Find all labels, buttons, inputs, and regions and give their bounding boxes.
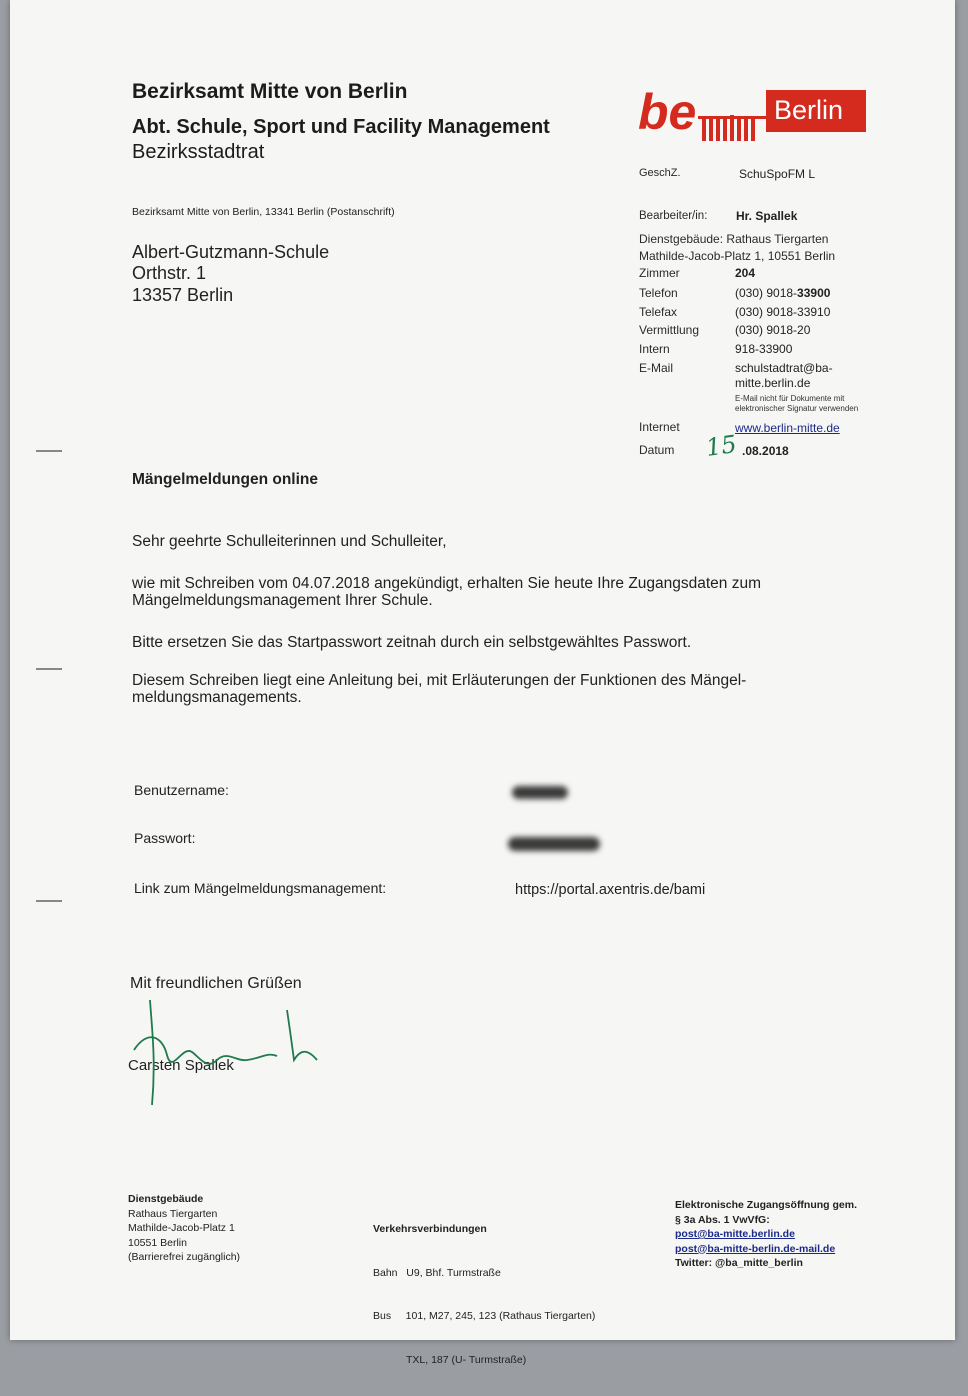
date-label: Datum (639, 443, 675, 457)
postal-address-line: Bezirksamt Mitte von Berlin, 13341 Berlin (Postanschrift) (132, 206, 395, 218)
paragraph-2: Bitte ersetzen Sie das Startpasswort zeitnah durch ein selbstgewähltes Passwort. (132, 634, 692, 651)
phone-prefix: (030) 9018- (735, 286, 798, 300)
email-note-2: elektronischer Signatur verwenden (735, 404, 859, 413)
address-line: Mathilde-Jacob-Platz 1, 10551 Berlin (639, 249, 836, 263)
org-department: Abt. Schule, Sport und Facility Management (132, 116, 550, 138)
date-value: .08.2018 (742, 444, 789, 458)
fold-mark (36, 668, 62, 670)
footer-transport (373, 1193, 595, 1396)
footer-transport-title: Verkehrsverbindungen (373, 1223, 487, 1235)
footer-building-line: 10551 Berlin (128, 1236, 187, 1249)
fold-mark (36, 450, 62, 452)
phone-value (735, 286, 830, 300)
switchboard-value: (030) 9018-20 (735, 323, 811, 337)
salutation: Sehr geehrte Schulleiterinnen und Schulleiter, (132, 533, 447, 550)
footer-building (128, 1192, 240, 1265)
letter-subject: Mängelmeldungen online (132, 471, 319, 488)
fold-mark (36, 900, 62, 902)
phone-label: Telefon (639, 286, 678, 300)
footer-transport-line: Bahn U9, Bhf. Turmstraße (373, 1266, 501, 1279)
footer-building-line: Mathilde-Jacob-Platz 1 (128, 1222, 235, 1234)
email-note-1: E-Mail nicht für Dokumente mit (735, 394, 845, 403)
gz-label: GeschZ. (639, 167, 681, 179)
logo-mark-text: be (638, 85, 697, 140)
phone-extension: 33900 (797, 286, 831, 300)
username-label: Benutzername: (134, 782, 229, 798)
paragraph-1-line-2: Mängelmeldungsmanagement Ihrer Schule. (132, 592, 433, 609)
internet-link[interactable]: www.berlin-mitte.de (735, 421, 840, 435)
berlin-logo (638, 85, 868, 143)
recipient-name: Albert-Gutzmann-Schule (132, 242, 330, 262)
date-handwritten-day: 15 (704, 430, 739, 462)
email-label: E-Mail (639, 361, 674, 375)
org-title: Bezirksstadtrat (132, 141, 265, 163)
footer-electronic-title: Elektronische Zugangsöffnung gem. (675, 1199, 858, 1211)
intern-label: Intern (639, 342, 670, 356)
footer-building-line: (Barrierefrei zugänglich) (128, 1251, 241, 1263)
paragraph-3-line-2: meldungsmanagements. (132, 689, 302, 706)
email-line-1: schulstadtrat@ba- (735, 361, 833, 375)
logo-city: Berlin (774, 95, 844, 125)
portal-link-label: Link zum Mängelmeldungsmanagement: (134, 880, 387, 896)
recipient-city: 13357 Berlin (132, 285, 234, 305)
email-line-2: mitte.berlin.de (735, 376, 811, 390)
portal-link[interactable]: https://portal.axentris.de/bami (515, 882, 706, 898)
switchboard-label: Vermittlung (639, 323, 700, 337)
recipient-street: Orthstr. 1 (132, 263, 207, 283)
footer-demail-link[interactable]: post@ba-mitte-berlin.de-mail.de (675, 1242, 836, 1255)
letter-page (10, 0, 955, 1366)
handler-value: Hr. Spallek (736, 209, 798, 223)
footer-electronic-line: § 3a Abs. 1 VwVfG: (675, 1213, 770, 1226)
building-line: Dienstgebäude: Rathaus Tiergarten (639, 232, 829, 246)
signer-name: Carsten Spallek (128, 1057, 234, 1074)
username-redacted (512, 786, 568, 799)
password-redacted (508, 837, 600, 851)
org-name: Bezirksamt Mitte von Berlin (132, 80, 408, 103)
fax-value: (030) 9018-33910 (735, 305, 831, 319)
footer-building-line: Rathaus Tiergarten (128, 1207, 218, 1220)
footer-email-link[interactable]: post@ba-mitte.berlin.de (675, 1228, 795, 1240)
paragraph-1-line-1: wie mit Schreiben vom 04.07.2018 angekündigt, erhalten Sie heute Ihre Zugangsdaten zum (132, 575, 762, 592)
password-label: Passwort: (134, 830, 196, 846)
closing: Mit freundlichen Grüßen (130, 975, 302, 992)
internet-label: Internet (639, 420, 680, 434)
footer-transport-line: Bus 101, M27, 245, 123 (Rathaus Tiergarten) (373, 1310, 596, 1322)
gz-value: SchuSpoFM L (739, 167, 816, 181)
footer-transport-line: TXL, 187 (U- Turmstraße) (406, 1353, 527, 1366)
signature (122, 990, 332, 1115)
footer-electronic-access (675, 1198, 857, 1271)
footer-twitter: Twitter: @ba_mitte_berlin (675, 1257, 803, 1269)
room-label: Zimmer (639, 266, 680, 280)
footer-building-title: Dienstgebäude (128, 1193, 204, 1205)
fax-label: Telefax (639, 305, 678, 319)
intern-value: 918-33900 (735, 342, 793, 356)
room-value: 204 (735, 266, 756, 280)
handler-label: Bearbeiter/in: (639, 210, 708, 222)
paragraph-3-line-1: Diesem Schreiben liegt eine Anleitung bei, mit Erläuterungen der Funktionen des Mängel- (132, 672, 747, 689)
